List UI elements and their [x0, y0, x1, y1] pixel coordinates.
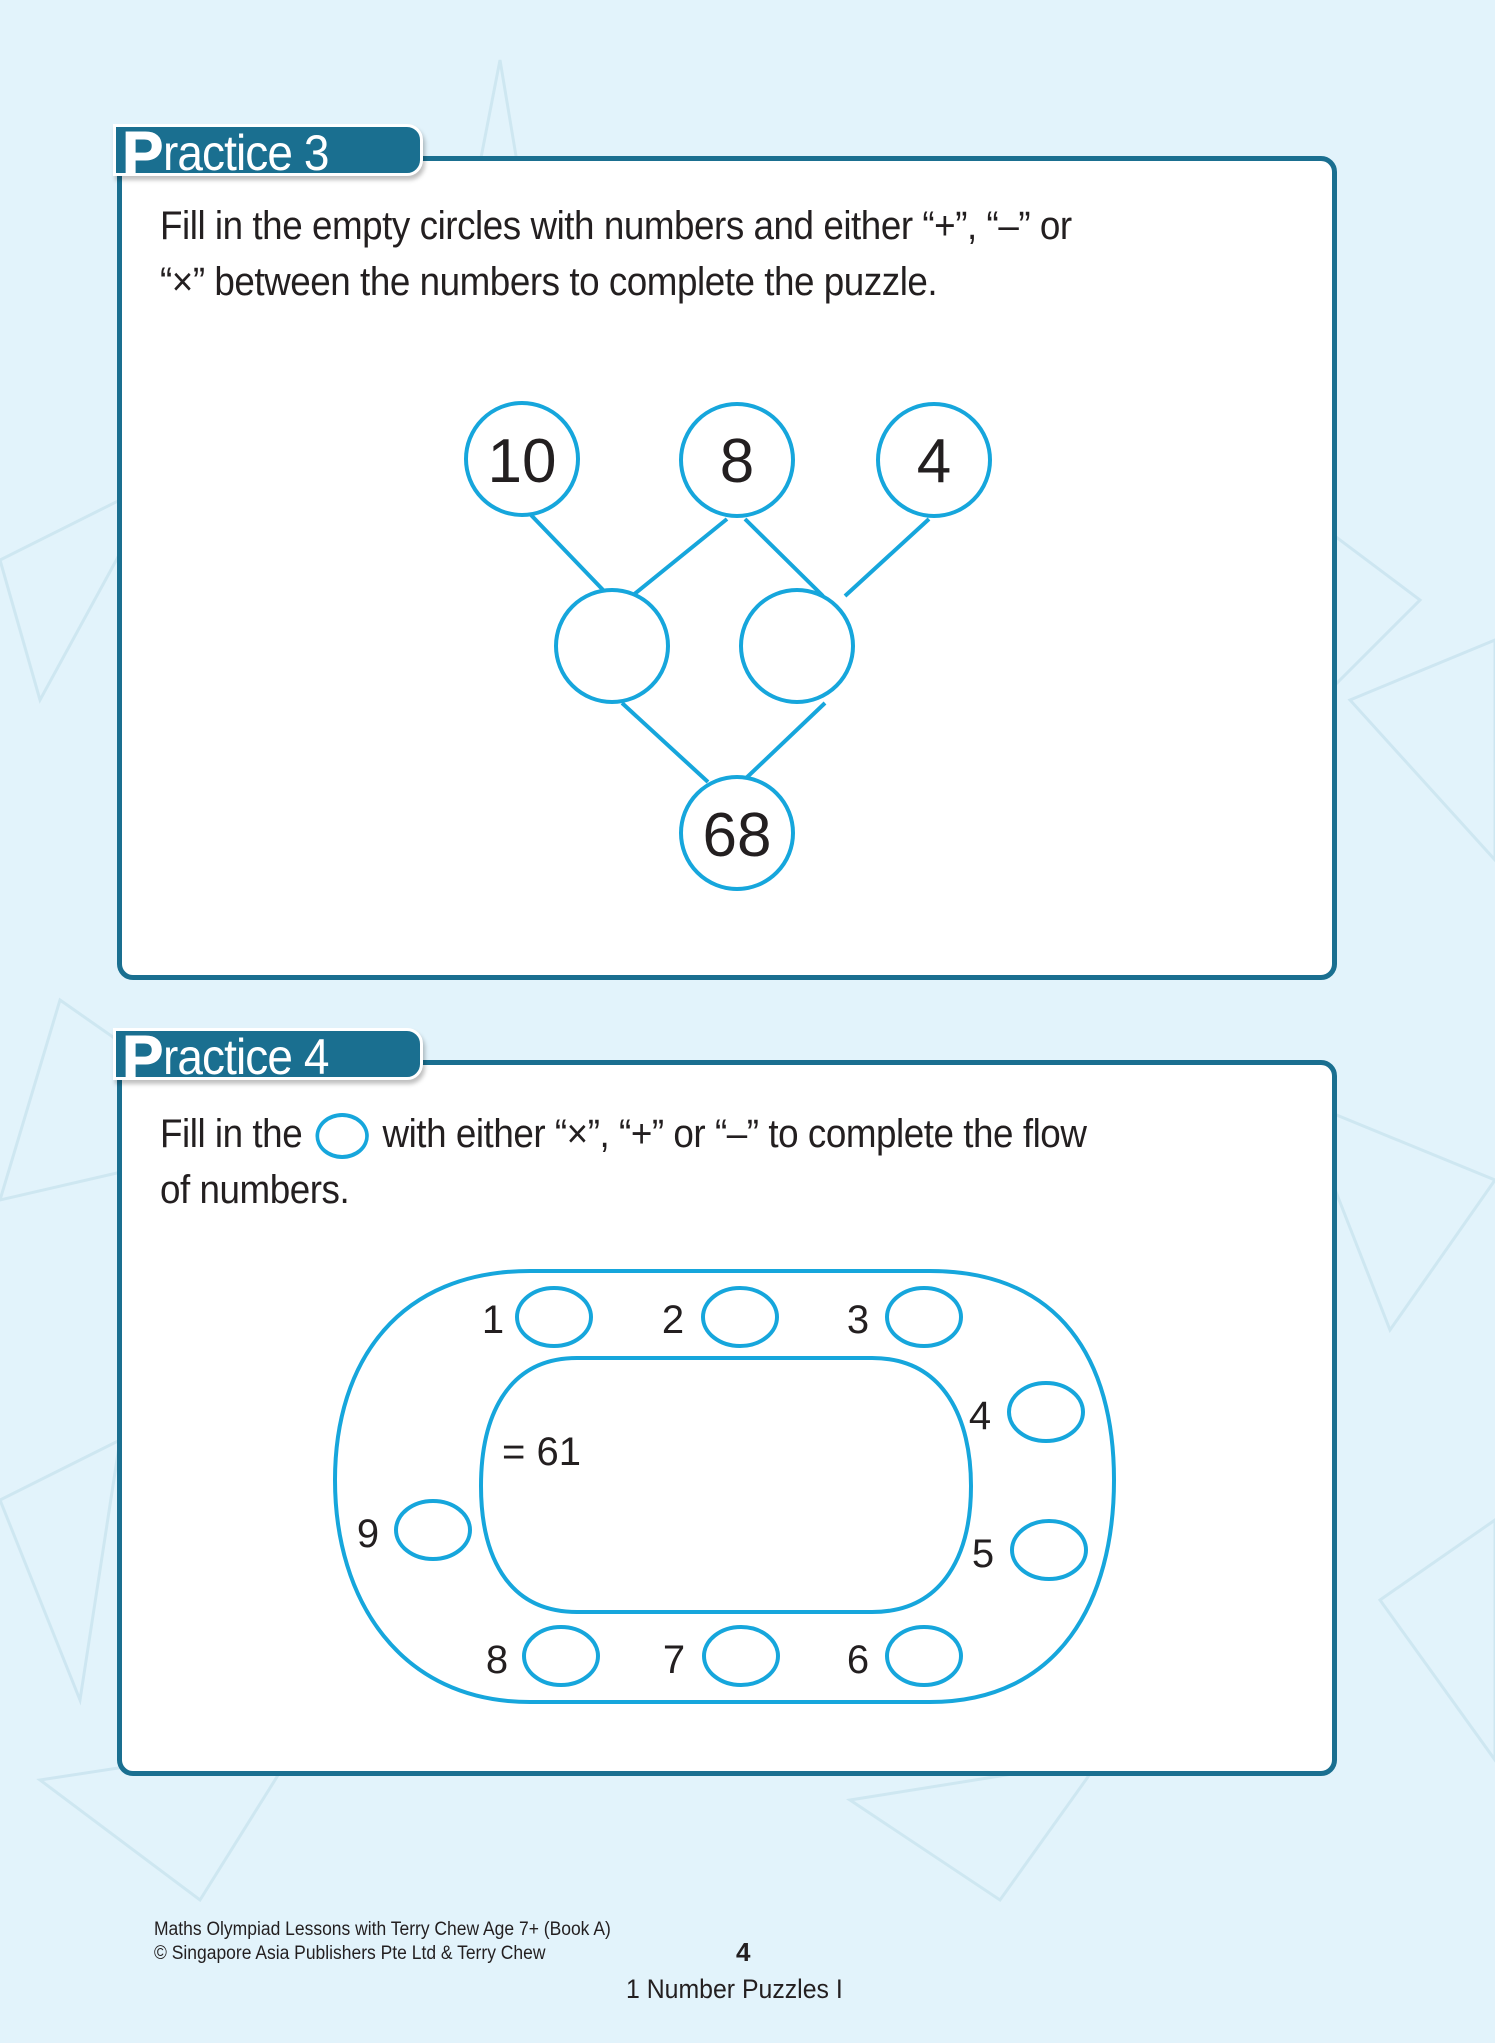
page-number: 4	[736, 1937, 751, 1967]
instruction-line-1: Fill in the empty circles with numbers and either “+”, “–” or	[160, 204, 1072, 248]
flow-number: 6	[846, 1638, 870, 1682]
operator-oval-8[interactable]	[524, 1627, 598, 1685]
top-node-value: 10	[487, 427, 557, 496]
operator-oval-9[interactable]	[396, 1501, 470, 1559]
operator-oval-5[interactable]	[1012, 1521, 1086, 1579]
inner-track	[481, 1358, 971, 1612]
operator-oval-2[interactable]	[703, 1288, 777, 1346]
operator-oval-3[interactable]	[887, 1288, 961, 1346]
operator-oval-6[interactable]	[887, 1627, 961, 1685]
top-node-value: 8	[719, 427, 755, 496]
flow-number: 1	[481, 1298, 505, 1342]
instruction-text: with either “×”, “+” or “–” to complete the flow	[382, 1112, 1087, 1156]
flow-number: 9	[356, 1512, 380, 1556]
heading-initial: P	[122, 1024, 164, 1093]
top-node-value: 4	[916, 427, 952, 496]
instruction-text: Fill in the	[160, 1112, 303, 1156]
flow-number: 5	[971, 1532, 995, 1576]
copyright: © Singapore Asia Publishers Pte Ltd & Terry Chew	[154, 1943, 546, 1964]
footer-credits	[154, 1918, 611, 1966]
heading-text: ractice 4	[163, 1029, 329, 1085]
heading-initial: P	[122, 120, 164, 189]
chapter-title: 1 Number Puzzles I	[626, 1974, 843, 2004]
flow-number: 3	[846, 1298, 870, 1342]
flow-result: = 61	[502, 1430, 581, 1474]
flow-number: 7	[662, 1638, 686, 1682]
heading-text: ractice 3	[163, 125, 329, 181]
book-title: Maths Olympiad Lessons with Terry Chew Age 7+ (Book A)	[154, 1919, 611, 1940]
flow-number: 8	[485, 1638, 509, 1682]
instruction-line-2: “×” between the numbers to complete the puzzle.	[160, 260, 938, 304]
operator-oval-1[interactable]	[517, 1288, 591, 1346]
operator-oval-4[interactable]	[1009, 1383, 1083, 1441]
bottom-node-value: 68	[702, 801, 772, 870]
instruction-line-2: of numbers.	[160, 1168, 350, 1212]
operator-oval-7[interactable]	[704, 1627, 778, 1685]
flow-number: 2	[661, 1298, 685, 1342]
flow-number: 4	[968, 1394, 992, 1438]
